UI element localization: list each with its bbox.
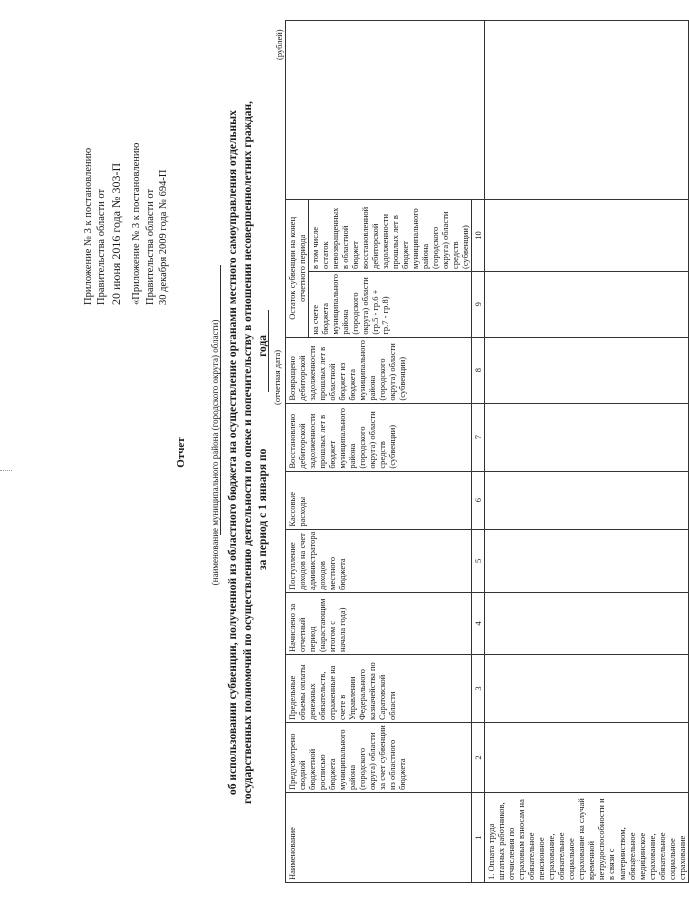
header-limits: Предельные объемы оплаты денежных обязательств, отраженные на счете в Управлении Федерального казначейства по Саратовской области [286, 655, 472, 723]
table-header-row [286, 20, 309, 882]
report-caption-line-3 [256, 0, 271, 905]
header-accrued: Начислено за отчетный период (нарастающим итогом с начала года) [286, 593, 472, 655]
table-cell [485, 199, 688, 271]
scan-edge-mark [0, 470, 12, 471]
column-number: 7 [472, 403, 485, 471]
header-balance-account: на счете бюджета муниципального района (городского округа) области (гр.5 - гр.6 + гр.7 - гр.8) [309, 271, 472, 337]
header-line: Приложение № 3 к постановлению [83, 147, 94, 305]
period-prefix: за период с 1 января по [257, 448, 269, 571]
column-number: 9 [472, 271, 485, 337]
header-line: 30 декабря 2009 года № 694-П [158, 169, 170, 305]
header-line: «Приложение № 3 к постановлению [131, 142, 143, 305]
report-title: Отчет [175, 437, 187, 468]
table-cell [485, 593, 688, 655]
appendix-header [82, 25, 171, 305]
column-number: 3 [472, 655, 485, 723]
unit-label: (рублей) [274, 29, 284, 60]
table-cell [485, 271, 688, 337]
header-name: Наименование [286, 793, 472, 883]
blank-column [286, 20, 485, 199]
period-suffix: года [257, 334, 269, 357]
table-cell [485, 403, 688, 471]
header-income: Поступление доходов на счет администратора доходов местного бюджета [286, 529, 472, 592]
table-cell [485, 723, 688, 793]
column-number: 5 [472, 529, 485, 592]
column-number: 8 [472, 337, 485, 403]
header-line: Правительства области от [96, 188, 108, 305]
column-number: 10 [472, 199, 485, 271]
header-cash-expenses: Кассовые расходы [286, 471, 472, 529]
report-caption-line-1: об использовании субвенции, полученной из областного бюджета на осуществление органами местного самоуправления отдельных [227, 110, 239, 795]
row-name: 1. Оплата труда штатных работников, отчисления по страховым взносам на обязательное пенсионное страхование, обязательное социальное страхование на случай временной нетрудоспособности и в связи с материнством, обязательное медицинское страхование, обязательное социальное страхование [485, 793, 688, 883]
header-line: Правительства области от [144, 188, 156, 305]
scan-edge-mark [630, 860, 640, 861]
table-cell [485, 471, 688, 529]
column-number: 1 [472, 793, 485, 883]
header-restored: Восстановлено дебиторской задолженности прошлых лет в бюджет муниципального района (городского округа) области средств (субвенции) [286, 403, 472, 471]
table-row [485, 20, 688, 882]
header-balance-group: Остаток субвенции на конец отчетного периода [286, 199, 309, 337]
header-planned: Предусмотрено сводной бюджетной росписью бюджета муниципального района (городского округа) области за счет субвенции из областного бюджета [286, 723, 472, 793]
report-caption-line-2: государственных полномочий по осуществлению деятельности по опеке и попечительству в отношении несовершеннолетних граждан, [242, 100, 254, 805]
column-number: 4 [472, 593, 485, 655]
subject-hint: (наименование муниципального района (городского округа) области) [210, 319, 220, 586]
header-balance-unreturned: в том числе остаток невозвращенных в областной бюджет восстановленной дебиторской задолженности прошлых лет в бюджет муниципального района (городского округа) области средств (субвенции) [309, 199, 472, 271]
table-cell [485, 337, 688, 403]
header-date-line: 20 июня 2016 года № 303-П [108, 162, 123, 305]
column-number: 6 [472, 471, 485, 529]
period-blank-line [268, 310, 269, 392]
blank-cell [485, 20, 688, 199]
table-cell [485, 655, 688, 723]
report-table [285, 20, 689, 883]
header-returned: Возвращено дебиторской задолженности прошлых лет в областной бюджет из бюджета муниципального района (городского округа) области (субвенции) [286, 337, 472, 403]
period-hint: (отчетная дата) [272, 349, 282, 405]
table-cell [485, 529, 688, 592]
column-number: 2 [472, 723, 485, 793]
